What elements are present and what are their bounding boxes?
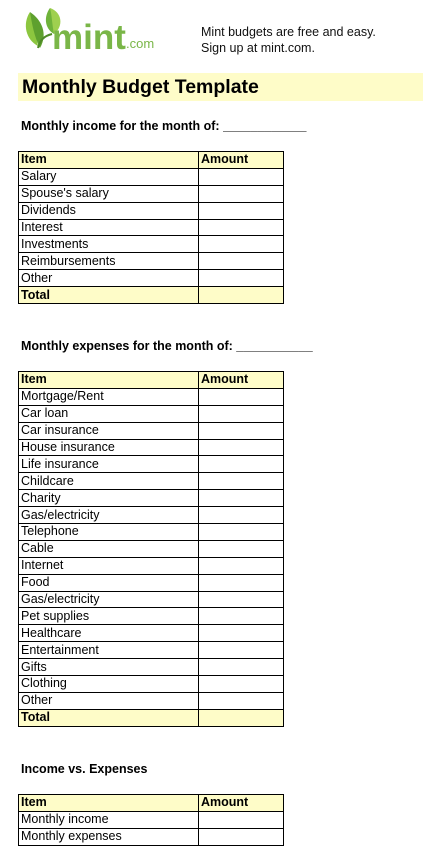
amount-cell[interactable]: [199, 676, 284, 693]
item-cell: Salary: [19, 168, 199, 185]
total-amount-cell[interactable]: [199, 709, 284, 726]
item-cell: Life insurance: [19, 456, 199, 473]
logo-wordmark: mint: [52, 18, 126, 57]
tagline-line-2: Sign up at mint.com.: [201, 41, 315, 55]
table-row: [19, 642, 284, 659]
amount-cell[interactable]: [199, 811, 284, 828]
column-header-item: Item: [19, 795, 199, 812]
item-cell: Spouse's salary: [19, 185, 199, 202]
amount-cell[interactable]: [199, 388, 284, 405]
amount-cell[interactable]: [199, 456, 284, 473]
table-row: [19, 692, 284, 709]
amount-cell[interactable]: [199, 253, 284, 270]
table-row: [19, 811, 284, 828]
amount-cell[interactable]: [199, 270, 284, 287]
comparison-table: [18, 794, 284, 846]
table-row: [19, 405, 284, 422]
amount-cell[interactable]: [199, 659, 284, 676]
tagline-line-1: Mint budgets are free and easy.: [201, 25, 376, 39]
expenses-section-label: Monthly expenses for the month of: ___________: [21, 339, 313, 353]
column-header-amount: Amount: [199, 152, 284, 169]
table-row: [19, 388, 284, 405]
item-cell: Gas/electricity: [19, 591, 199, 608]
amount-cell[interactable]: [199, 608, 284, 625]
amount-cell[interactable]: [199, 507, 284, 524]
table-row: [19, 168, 284, 185]
column-header-amount: Amount: [199, 795, 284, 812]
amount-cell[interactable]: [199, 219, 284, 236]
tagline: [201, 24, 376, 56]
item-cell: Monthly expenses: [19, 828, 199, 845]
item-cell: Childcare: [19, 473, 199, 490]
item-cell: Reimbursements: [19, 253, 199, 270]
table-row: [19, 540, 284, 557]
item-cell: Charity: [19, 490, 199, 507]
expenses-table: [18, 371, 284, 727]
income-table: [18, 151, 284, 304]
comparison-section-label: Income vs. Expenses: [21, 762, 148, 776]
amount-cell[interactable]: [199, 574, 284, 591]
item-cell: Gas/electricity: [19, 507, 199, 524]
column-header-amount: Amount: [199, 372, 284, 389]
amount-cell[interactable]: [199, 642, 284, 659]
table-row: [19, 219, 284, 236]
amount-cell[interactable]: [199, 168, 284, 185]
income-section-label: Monthly income for the month of: ____________: [21, 119, 307, 133]
page-title: Monthly Budget Template: [22, 76, 259, 98]
item-cell: Dividends: [19, 202, 199, 219]
mint-logo: [22, 6, 172, 58]
amount-cell[interactable]: [199, 540, 284, 557]
table-row: [19, 270, 284, 287]
table-row: [19, 608, 284, 625]
table-row: [19, 236, 284, 253]
amount-cell[interactable]: [199, 236, 284, 253]
table-row: [19, 557, 284, 574]
item-cell: Pet supplies: [19, 608, 199, 625]
total-row: [19, 287, 284, 304]
item-cell: Cable: [19, 540, 199, 557]
amount-cell[interactable]: [199, 524, 284, 541]
item-cell: Healthcare: [19, 625, 199, 642]
column-header-item: Item: [19, 152, 199, 169]
table-row: [19, 676, 284, 693]
table-row: [19, 507, 284, 524]
table-row: [19, 456, 284, 473]
table-row: [19, 591, 284, 608]
item-cell: Interest: [19, 219, 199, 236]
leaf-icon: [22, 6, 172, 58]
item-cell: Food: [19, 574, 199, 591]
table-header-row: [19, 795, 284, 812]
amount-cell[interactable]: [199, 439, 284, 456]
amount-cell[interactable]: [199, 557, 284, 574]
table-row: [19, 422, 284, 439]
table-row: [19, 473, 284, 490]
table-row: [19, 439, 284, 456]
amount-cell[interactable]: [199, 692, 284, 709]
item-cell: Monthly income: [19, 811, 199, 828]
amount-cell[interactable]: [199, 202, 284, 219]
item-cell: Other: [19, 270, 199, 287]
item-cell: Car loan: [19, 405, 199, 422]
item-cell: Mortgage/Rent: [19, 388, 199, 405]
amount-cell[interactable]: [199, 405, 284, 422]
amount-cell[interactable]: [199, 591, 284, 608]
item-cell: Car insurance: [19, 422, 199, 439]
total-row: [19, 709, 284, 726]
amount-cell[interactable]: [199, 185, 284, 202]
table-row: [19, 574, 284, 591]
item-cell: Other: [19, 692, 199, 709]
table-header-row: [19, 152, 284, 169]
amount-cell[interactable]: [199, 422, 284, 439]
item-cell: Entertainment: [19, 642, 199, 659]
total-label-cell: Total: [19, 709, 199, 726]
table-row: [19, 253, 284, 270]
table-row: [19, 828, 284, 845]
table-row: [19, 202, 284, 219]
total-label-cell: Total: [19, 287, 199, 304]
table-row: [19, 490, 284, 507]
table-header-row: [19, 372, 284, 389]
table-row: [19, 524, 284, 541]
amount-cell[interactable]: [199, 473, 284, 490]
item-cell: Gifts: [19, 659, 199, 676]
total-amount-cell[interactable]: [199, 287, 284, 304]
logo-domain: .com: [126, 36, 155, 51]
table-row: [19, 659, 284, 676]
column-header-item: Item: [19, 372, 199, 389]
table-row: [19, 625, 284, 642]
item-cell: Clothing: [19, 676, 199, 693]
item-cell: Internet: [19, 557, 199, 574]
amount-cell[interactable]: [199, 625, 284, 642]
amount-cell[interactable]: [199, 828, 284, 845]
title-band: [18, 73, 423, 101]
amount-cell[interactable]: [199, 490, 284, 507]
item-cell: House insurance: [19, 439, 199, 456]
item-cell: Telephone: [19, 524, 199, 541]
item-cell: Investments: [19, 236, 199, 253]
table-row: [19, 185, 284, 202]
